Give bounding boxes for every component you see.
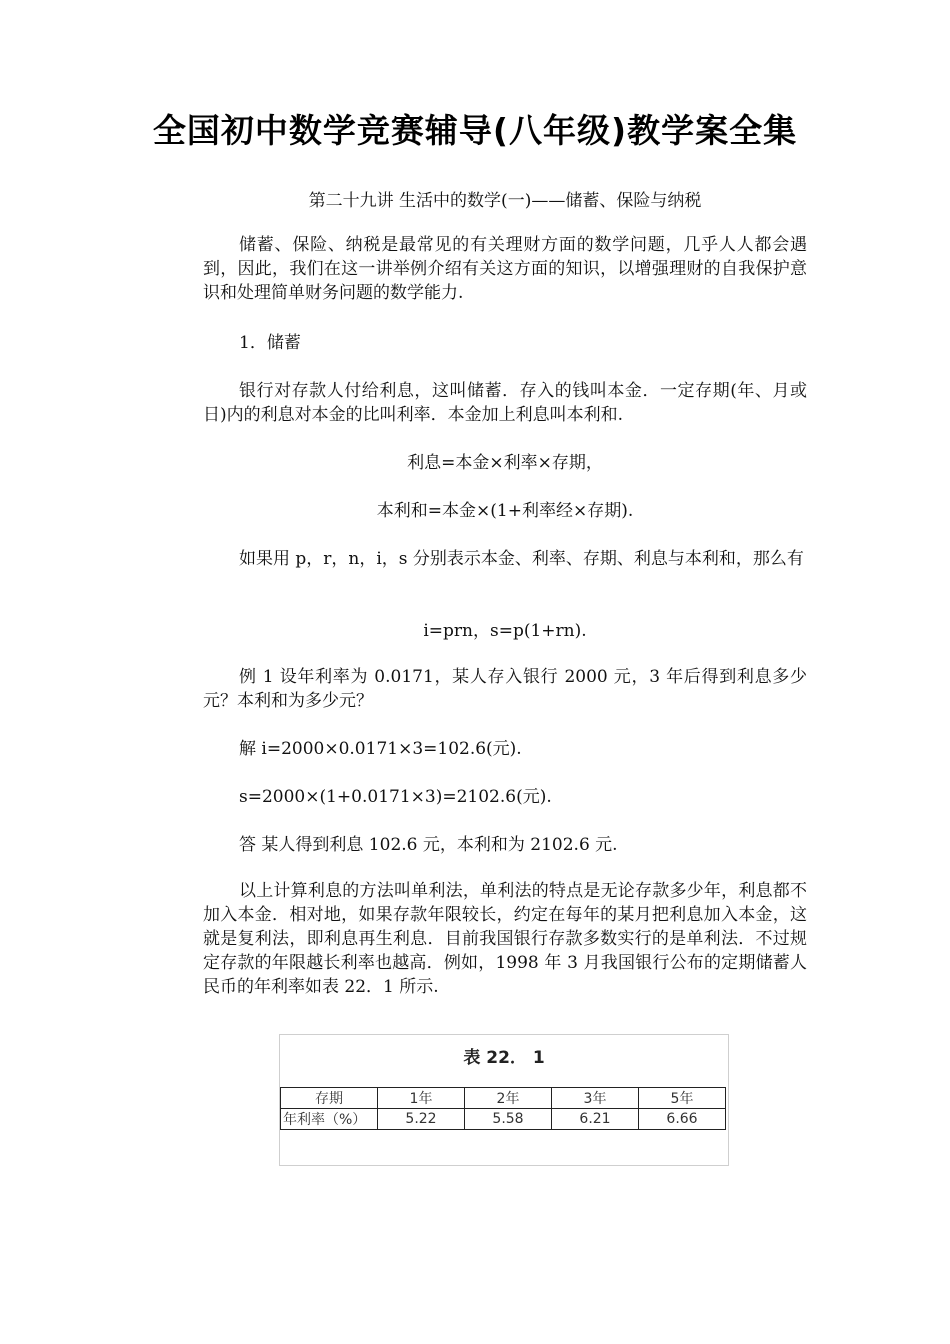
table-caption: 表 22． 1 bbox=[463, 1048, 545, 1068]
variables-paragraph: 如果用 p，r，n，i，s 分别表示本金、利率、存期、利息与本利和，那么有 bbox=[239, 549, 804, 569]
rate-table bbox=[280, 1087, 726, 1130]
table-term-cell: 2年 bbox=[465, 1088, 552, 1109]
table-header-cell: 存期 bbox=[281, 1088, 378, 1109]
intro-paragraph: 储蓄、保险、纳税是最常见的有关理财方面的数学问题，几乎人人都会遇到，因此，我们在这一讲举例介绍有关这方面的知识，以增强理财的自我保护意识和处理简单财务问题的数学能力. bbox=[203, 235, 807, 303]
table-rate-cell: 6.66 bbox=[639, 1109, 726, 1130]
table-row bbox=[281, 1088, 726, 1109]
solution-line-2: s=2000×(1+0.0171×3)=2102.6(元). bbox=[239, 787, 552, 807]
table-rate-cell: 5.22 bbox=[378, 1109, 465, 1130]
table-term-cell: 5年 bbox=[639, 1088, 726, 1109]
formula-interest: 利息=本金×利率×存期， bbox=[407, 453, 603, 473]
answer-line: 答 某人得到利息 102.6 元，本利和为 2102.6 元. bbox=[239, 835, 618, 855]
table-header-cell: 年利率（%） bbox=[281, 1109, 378, 1130]
table-rate-cell: 6.21 bbox=[552, 1109, 639, 1130]
document-title: 全国初中数学竞赛辅导(八年级)教学案全集 bbox=[152, 111, 798, 150]
simple-interest-paragraph: 以上计算利息的方法叫单利法，单利法的特点是无论存款多少年，利息都不加入本金．相对地，如果存款年限较长，约定在每年的某月把利息加入本金，这就是复利法，即利息再生利息．目前我国银行存款多数实行的是单利法．不过规定存款的年限越长利率也越高．例如，1998 年 3 月我国银行公布的定期储蓄人民币的年利率如表 22．1 所示. bbox=[203, 881, 807, 997]
definition-paragraph: 银行对存款人付给利息，这叫储蓄．存入的钱叫本金．一定存期(年、月或日)内的利息对本金的比叫利率．本金加上利息叫本利和. bbox=[203, 381, 807, 425]
lecture-title: 第二十九讲 生活中的数学(一)——储蓄、保险与纳税 bbox=[308, 191, 702, 211]
table-row bbox=[281, 1109, 726, 1130]
table-term-cell: 1年 bbox=[378, 1088, 465, 1109]
solution-line-1: 解 i=2000×0.0171×3=102.6(元). bbox=[239, 739, 522, 759]
section-heading: 1．储蓄 bbox=[239, 333, 301, 353]
table-rate-cell: 5.58 bbox=[465, 1109, 552, 1130]
formula-total: 本利和=本金×(1+利率经×存期). bbox=[376, 501, 634, 521]
example-1: 例 1 设年利率为 0.0171，某人存入银行 2000 元，3 年后得到利息多少元？本利和为多少元？ bbox=[203, 667, 807, 711]
rate-table-figure bbox=[279, 1034, 729, 1166]
formula-symbols: i=prn，s=p(1+rn). bbox=[423, 621, 587, 641]
table-term-cell: 3年 bbox=[552, 1088, 639, 1109]
